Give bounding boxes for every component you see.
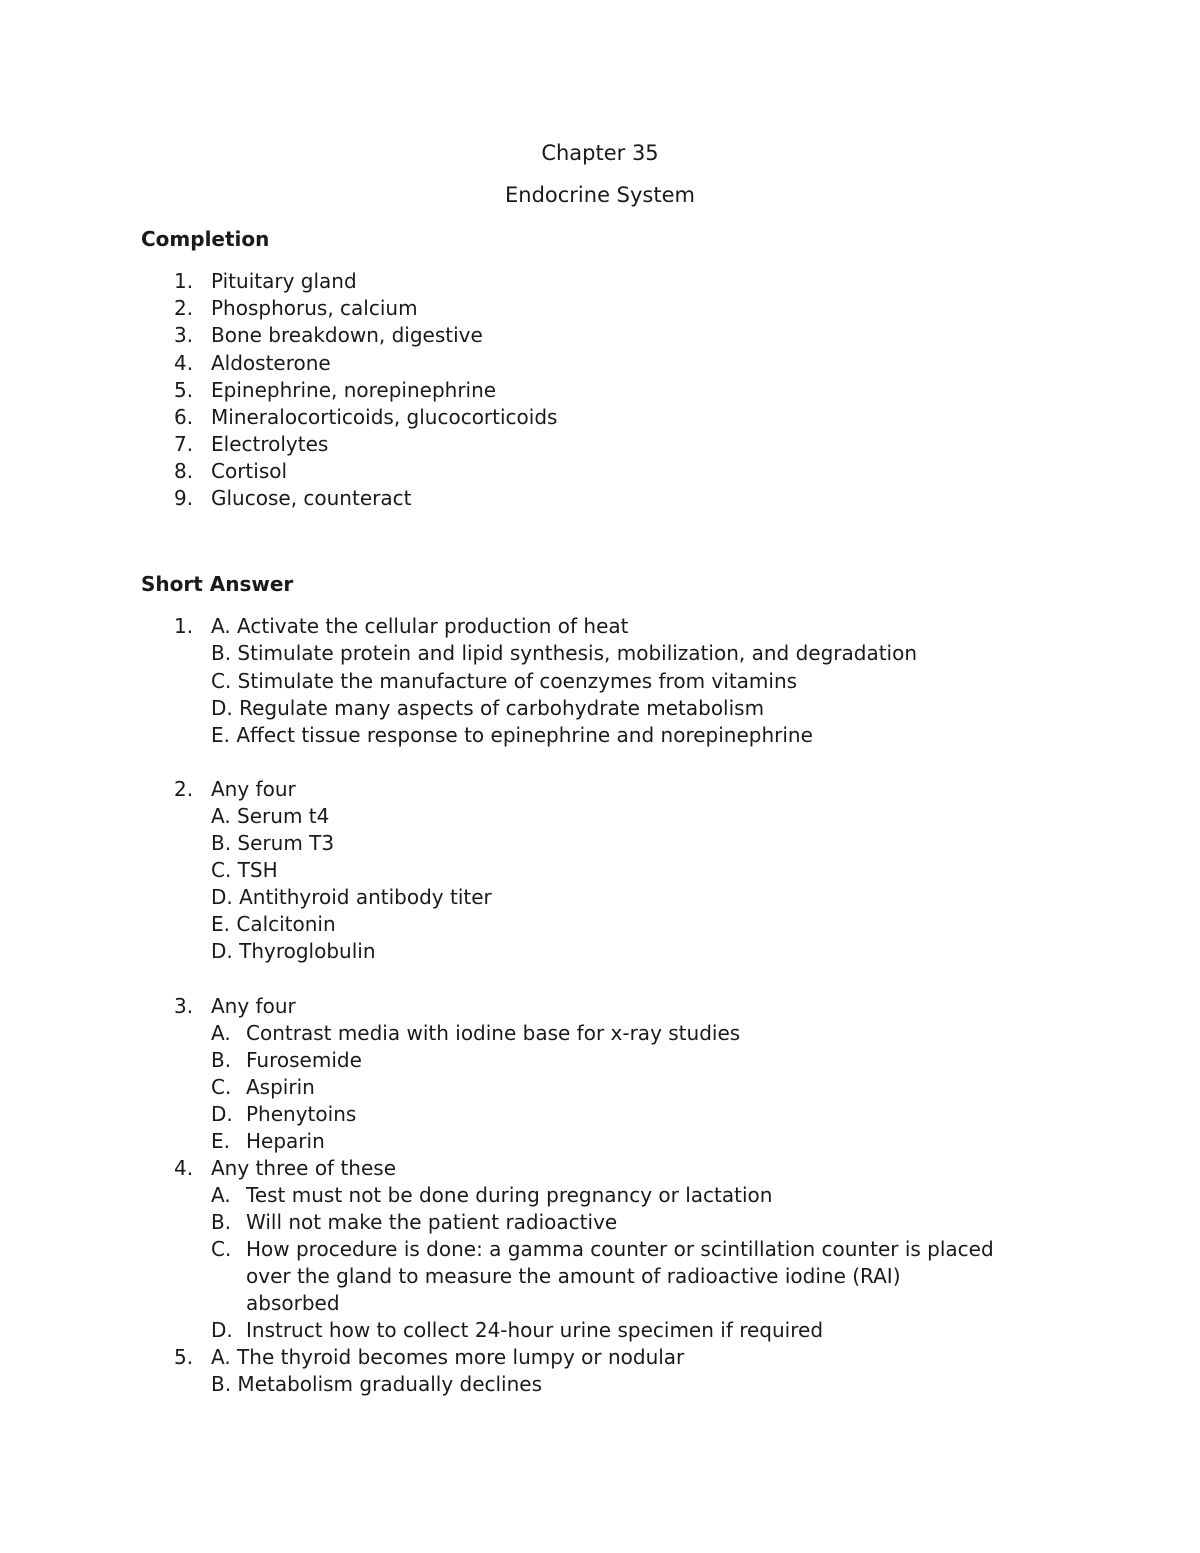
item-number: 2. (174, 296, 194, 320)
answer-text: Contrast media with iodine base for x-ray studies (246, 1021, 741, 1045)
answer-text: Heparin (246, 1129, 325, 1153)
answer-text: D. Antithyroid antibody titer (211, 885, 492, 909)
item-text: Bone breakdown, digestive (211, 323, 483, 347)
item-number: 4. (174, 351, 194, 375)
answer-text: Phenytoins (246, 1102, 357, 1126)
answer-text: absorbed (246, 1291, 340, 1315)
chapter-title: Chapter 35 (541, 141, 659, 165)
item-number: 3. (174, 323, 194, 347)
answer-text: B. Metabolism gradually declines (211, 1372, 543, 1396)
answer-text: How procedure is done: a gamma counter or scintillation counter is placed (246, 1237, 994, 1261)
chapter-subtitle: Endocrine System (505, 183, 695, 207)
question-number: 3. (174, 994, 194, 1018)
question-intro: Any three of these (211, 1156, 396, 1180)
answer-letter: C. (211, 1237, 232, 1261)
answer-text: E. Affect tissue response to epinephrine and norepinephrine (211, 723, 813, 747)
answer-text: Aspirin (246, 1075, 315, 1099)
item-text: Mineralocorticoids, glucocorticoids (211, 405, 558, 429)
item-number: 9. (174, 486, 194, 510)
question-number: 2. (174, 777, 194, 801)
answer-letter: B. (211, 1210, 232, 1234)
answer-text: E. Calcitonin (211, 912, 336, 936)
short-answer-heading: Short Answer (141, 572, 294, 596)
answer-text: B. Serum T3 (211, 831, 335, 855)
answer-text: Furosemide (246, 1048, 362, 1072)
answer-letter: C. (211, 1075, 232, 1099)
question-number: 4. (174, 1156, 194, 1180)
answer-text: D. Regulate many aspects of carbohydrate metabolism (211, 696, 765, 720)
answer-letter: D. (211, 1102, 233, 1126)
answer-text: C. Stimulate the manufacture of coenzymes from vitamins (211, 669, 798, 693)
item-text: Glucose, counteract (211, 486, 412, 510)
question-intro: Any four (211, 994, 296, 1018)
answer-text: Test must not be done during pregnancy or lactation (246, 1183, 773, 1207)
answer-text: A. Serum t4 (211, 804, 330, 828)
answer-text: Will not make the patient radioactive (246, 1210, 618, 1234)
answer-letter: A. (211, 1183, 231, 1207)
answer-letter: D. (211, 1318, 233, 1342)
answer-text: B. Stimulate protein and lipid synthesis, mobilization, and degradation (211, 641, 918, 665)
answer-text: over the gland to measure the amount of radioactive iodine (RAI) (246, 1264, 901, 1288)
answer-letter: E. (211, 1129, 230, 1153)
answer-text: Instruct how to collect 24-hour urine specimen if required (246, 1318, 824, 1342)
item-number: 1. (174, 269, 194, 293)
completion-heading: Completion (141, 227, 270, 251)
question-number: 5. (174, 1345, 194, 1369)
question-intro: Any four (211, 777, 296, 801)
answer-text: D. Thyroglobulin (211, 939, 376, 963)
answer-letter: B. (211, 1048, 232, 1072)
item-text: Aldosterone (211, 351, 331, 375)
item-number: 6. (174, 405, 194, 429)
item-text: Phosphorus, calcium (211, 296, 418, 320)
item-number: 7. (174, 432, 194, 456)
item-text: Epinephrine, norepinephrine (211, 378, 497, 402)
answer-line: A. The thyroid becomes more lumpy or nodular (211, 1345, 685, 1369)
answer-letter: A. (211, 1021, 231, 1045)
item-text: Electrolytes (211, 432, 329, 456)
answer-text: C. TSH (211, 858, 278, 882)
item-number: 8. (174, 459, 194, 483)
item-number: 5. (174, 378, 194, 402)
item-text: Pituitary gland (211, 269, 357, 293)
answer-line: A. Activate the cellular production of heat (211, 614, 629, 638)
item-text: Cortisol (211, 459, 288, 483)
question-number: 1. (174, 614, 194, 638)
